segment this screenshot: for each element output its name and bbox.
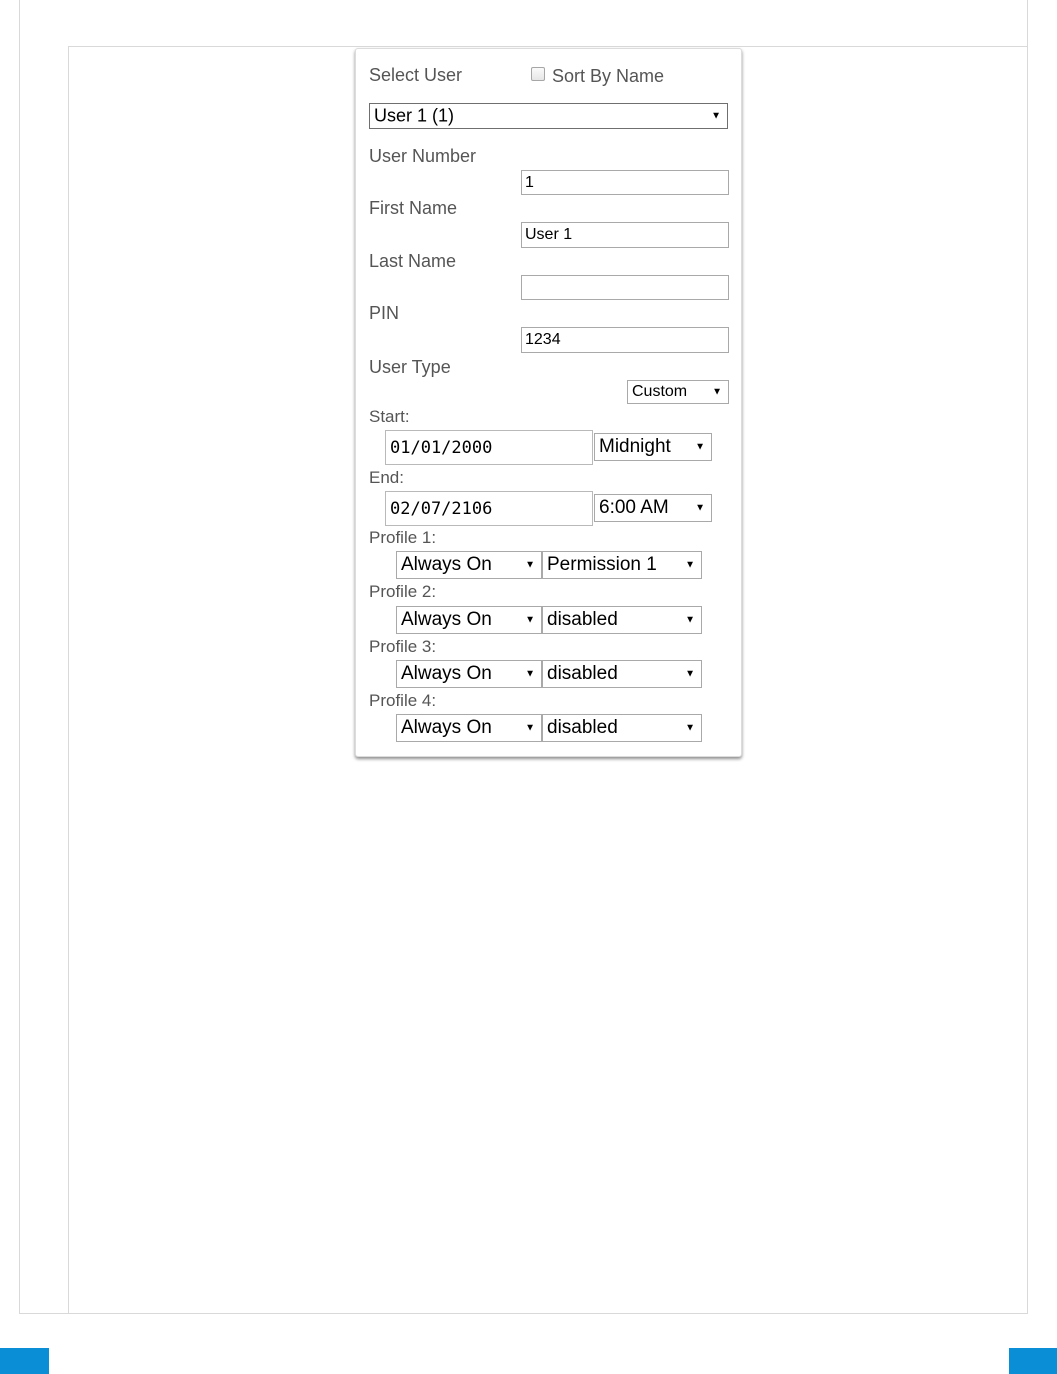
profile-2-schedule-select[interactable] (396, 606, 542, 634)
profile-1-label: Profile 1: (369, 528, 437, 547)
user-number-input[interactable] (521, 170, 729, 195)
end-label: End: (369, 468, 404, 487)
chevron-down-icon: ▼ (695, 502, 705, 514)
profile-1-schedule-value: Always On (401, 554, 492, 575)
first-name-input[interactable] (521, 222, 729, 248)
profile-4-schedule-value: Always On (401, 717, 492, 738)
chevron-down-icon: ▼ (685, 614, 695, 626)
user-type-value: Custom (632, 383, 688, 400)
profile-3-label: Profile 3: (369, 637, 437, 656)
chevron-down-icon: ▼ (525, 668, 535, 680)
chevron-down-icon: ▼ (525, 722, 535, 734)
first-name-value: User 1 (525, 226, 573, 243)
user-number-value: 1 (525, 173, 534, 191)
chevron-down-icon: ▼ (525, 614, 535, 626)
chevron-down-icon: ▼ (685, 722, 695, 734)
profile-4-permission-select[interactable] (542, 714, 702, 742)
footer-accent-left (0, 1348, 49, 1374)
select-user-label: Select User (369, 65, 463, 85)
user-edit-panel (355, 48, 742, 757)
profile-2-label: Profile 2: (369, 582, 437, 601)
end-time-value: 6:00 AM (599, 497, 669, 518)
end-date-input[interactable] (385, 491, 593, 526)
user-type-select[interactable] (627, 380, 729, 404)
chevron-down-icon: ▼ (685, 668, 695, 680)
start-date-value: 01/01/2000 (390, 437, 493, 458)
user-type-label: User Type (369, 357, 451, 377)
chevron-down-icon: ▼ (711, 110, 721, 122)
chevron-down-icon: ▼ (685, 559, 695, 571)
last-name-input[interactable] (521, 275, 729, 300)
pin-value: 1234 (525, 331, 561, 348)
user-select-value: User 1 (1) (374, 105, 455, 126)
user-select[interactable] (369, 103, 728, 129)
sort-by-name-label: Sort By Name (552, 66, 665, 86)
chevron-down-icon: ▼ (712, 386, 722, 398)
profile-2-permission-select[interactable] (542, 606, 702, 634)
pin-label: PIN (369, 303, 400, 323)
profile-2-permission-value: disabled (547, 609, 618, 630)
profile-1-permission-select[interactable] (542, 551, 702, 579)
profile-1-schedule-select[interactable] (396, 551, 542, 579)
chevron-down-icon: ▼ (695, 441, 705, 453)
start-date-input[interactable] (385, 430, 593, 465)
profile-3-schedule-value: Always On (401, 663, 492, 684)
profile-4-label: Profile 4: (369, 691, 437, 710)
chevron-down-icon: ▼ (525, 559, 535, 571)
profile-4-permission-value: disabled (547, 717, 618, 738)
pin-input[interactable] (521, 327, 729, 353)
first-name-label: First Name (369, 198, 458, 218)
end-date-value: 02/07/2106 (390, 498, 493, 519)
user-number-label: User Number (369, 146, 477, 166)
footer-accent-right (1009, 1348, 1057, 1374)
profile-3-permission-value: disabled (547, 663, 618, 684)
sort-by-name-checkbox[interactable] (531, 67, 545, 81)
start-time-value: Midnight (599, 436, 671, 457)
start-time-select[interactable] (594, 433, 712, 461)
start-label: Start: (369, 407, 410, 426)
profile-3-schedule-select[interactable] (396, 660, 542, 688)
profile-1-permission-value: Permission 1 (547, 554, 657, 575)
profile-2-schedule-value: Always On (401, 609, 492, 630)
end-time-select[interactable] (594, 494, 712, 522)
profile-3-permission-select[interactable] (542, 660, 702, 688)
last-name-label: Last Name (369, 251, 457, 271)
profile-4-schedule-select[interactable] (396, 714, 542, 742)
